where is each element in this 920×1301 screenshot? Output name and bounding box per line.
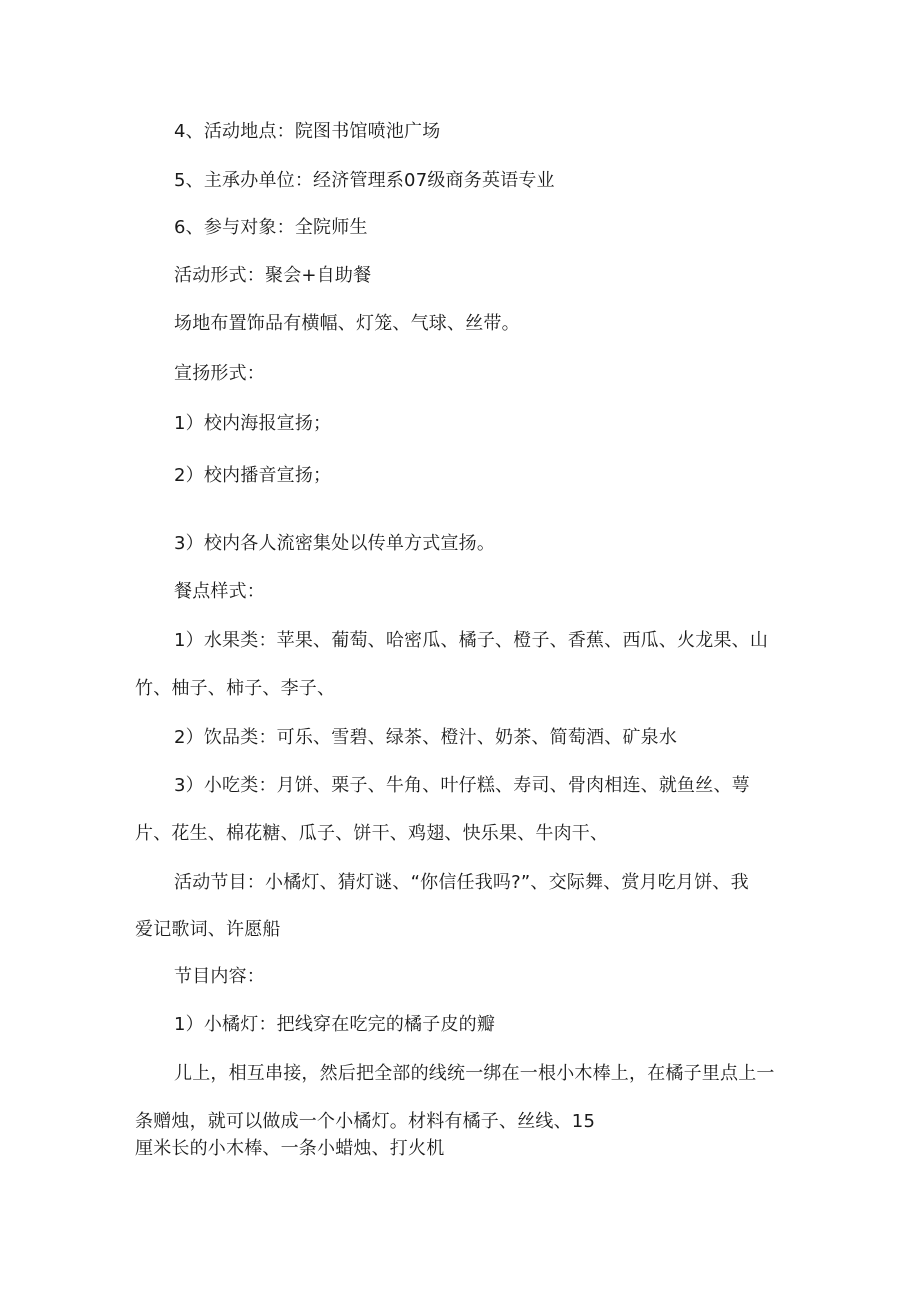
text-line-lantern-4: 厘米长的小木棒、一条小蜡烛、打火机	[135, 1138, 445, 1159]
text-line-decorations: 场地布置饰品有横幅、灯笼、气球、丝带。	[174, 313, 520, 334]
text-line-snacks-cont: 片、花生、棉花糖、瓜子、饼干、鸡翅、快乐果、牛肉干、	[135, 823, 609, 844]
text-line-lantern-1: 1）小橘灯：把线穿在吃完的橘子皮的瓣	[174, 1014, 496, 1035]
text-line-program-content-heading: 节目内容：	[174, 966, 265, 987]
text-line-fruits: 1）水果类：苹果、葡萄、哈密瓜、橘子、橙子、香蕉、西瓜、火龙果、山	[174, 630, 769, 651]
text-line-lantern-2: 儿上，相互串接，然后把全部的线统一绑在一根小木棒上，在橘子里点上一	[174, 1063, 775, 1084]
text-line-programs: 活动节目：小橘灯、猜灯谜、“你信任我吗?”、交际舞、赏月吃月饼、我	[174, 872, 749, 893]
text-line-snacks: 3）小吃类：月饼、栗子、牛角、叶仔糕、寿司、骨肉相连、就鱼丝、萼	[174, 775, 750, 796]
text-line-promotion-1: 1）校内海报宣扬；	[174, 413, 332, 434]
text-line-promotion-3: 3）校内各人流密集处以传单方式宣扬。	[174, 533, 496, 554]
text-line-programs-cont: 爱记歌词、许愿船	[135, 919, 281, 940]
text-line-participants: 6、参与对象：全院师生	[174, 217, 368, 238]
text-line-promotion-heading: 宣扬形式：	[174, 363, 265, 384]
text-line-promotion-2: 2）校内播音宣扬；	[174, 465, 332, 486]
text-line-fruits-cont: 竹、柚子、柿子、李子、	[135, 678, 336, 699]
text-line-organizer: 5、主承办单位：经济管理系07级商务英语专业	[174, 170, 555, 191]
text-line-drinks: 2）饮品类：可乐、雪碧、绿茶、橙汁、奶茶、简萄酒、矿泉水	[174, 727, 678, 748]
text-line-activity-form: 活动形式：聚会+自助餐	[174, 265, 372, 286]
text-line-location: 4、活动地点：院图书馆喷池广场	[174, 121, 441, 142]
text-line-food-heading: 餐点样式：	[174, 581, 265, 602]
text-line-lantern-3: 条赠烛，就可以做成一个小橘灯。材料有橘子、丝线、15	[135, 1111, 596, 1132]
